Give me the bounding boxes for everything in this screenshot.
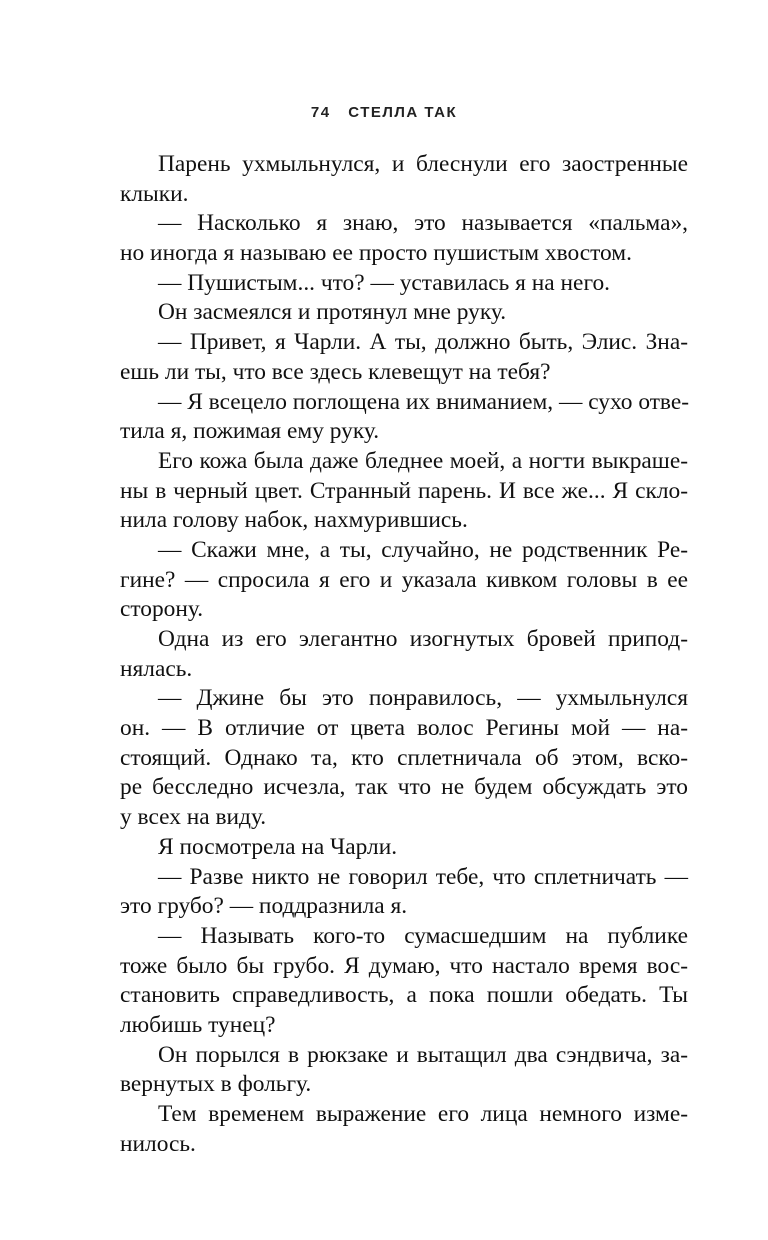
text-line: гине? — спросила я его и указала кивком головы в ее	[120, 566, 688, 593]
text-line: Парень ухмыльнулся, и блеснули его заостренные	[158, 151, 688, 177]
text-line: — Разве никто не говорил тебе, что сплетничать —	[158, 863, 688, 890]
page-number: 74	[310, 104, 331, 121]
author-name: СТЕЛЛА ТАК	[348, 104, 458, 121]
text-line: — Я всецело поглощена их вниманием, — сухо отве-	[158, 388, 690, 415]
running-head	[0, 104, 768, 121]
text-line: Тем временем выражение его лица немного изме-	[158, 1101, 688, 1127]
text-line: сторону.	[120, 596, 204, 623]
text-line: — Насколько я знаю, это называется «пальма»,	[158, 210, 688, 237]
text-line: ешь ли ты, что все здесь клевещут на тебя?	[120, 358, 551, 385]
text-line: — Скажи мне, а ты, случайно, не родственник Ре-	[158, 536, 688, 563]
text-line: Он засмеялся и протянул мне руку.	[158, 299, 507, 326]
text-line: стоящий. Однако та, кто сплетничала об этом, вско-	[120, 744, 688, 771]
text-line: нялась.	[120, 655, 193, 682]
text-line: тоже было бы грубо. Я думаю, что настало время вос-	[120, 952, 688, 979]
text-line: нила голову набок, нахмурившись.	[120, 507, 468, 534]
text-line: становить справедливость, а пока пошли обедать. Ты	[120, 982, 688, 1009]
text-line: Он порылся в рюкзаке и вытащил два сэндвича, за-	[158, 1041, 688, 1068]
text-line: но иногда я называю ее просто пушистым хвостом.	[120, 240, 632, 267]
text-line: у всех на виду.	[120, 804, 267, 831]
text-line: — Пушистым... что? — уставилась я на него.	[158, 269, 610, 296]
text-line: Одна из его элегантно изогнутых бровей припод-	[158, 626, 688, 652]
text-line: ре бесследно исчезла, так что не будем обсуждать это	[120, 774, 688, 801]
body-text	[120, 150, 688, 1159]
text-line: ны в черный цвет. Странный парень. И все же... Я скло-	[120, 477, 688, 504]
text-line: он. — В отличие от цвета волос Регины мой — на-	[120, 715, 688, 742]
text-line: вернутых в фольгу.	[120, 1071, 312, 1098]
text-line: Я посмотрела на Чарли.	[158, 833, 398, 860]
text-line: тила я, пожимая ему руку.	[120, 418, 380, 445]
text-line: — Привет, я Чарли. А ты, должно быть, Элис. Зна-	[158, 329, 688, 356]
text-line: Его кожа была даже бледнее моей, а ногти выкраше-	[158, 447, 688, 474]
text-line: любишь тунец?	[120, 1011, 276, 1038]
text-line: клыки.	[120, 180, 189, 207]
text-line: — Называть кого-то сумасшедшим на публике	[158, 922, 688, 949]
text-line: нилось.	[120, 1130, 196, 1157]
text-line: это грубо? — поддразнила я.	[120, 893, 408, 920]
text-line: — Джине бы это понравилось, — ухмыльнулся	[158, 685, 688, 712]
